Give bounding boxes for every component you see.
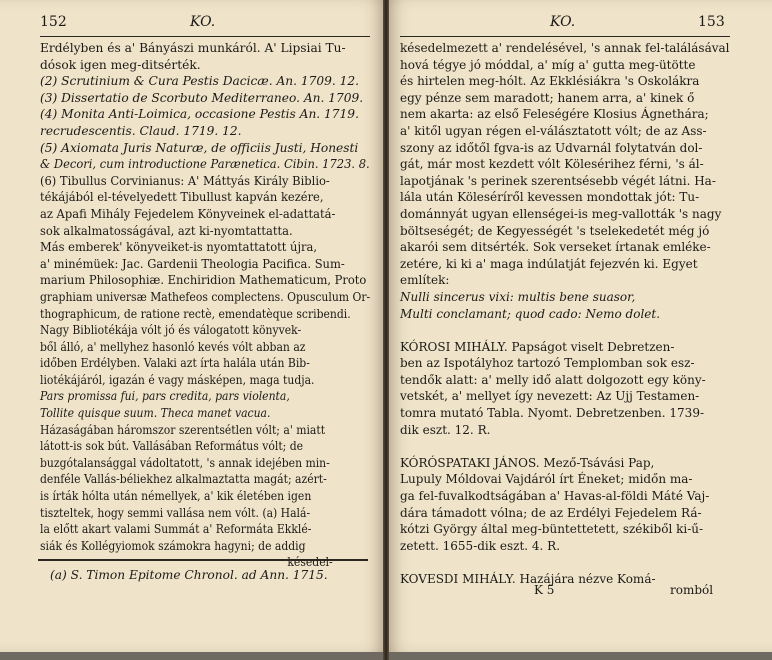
text-line: szony az időtől fgva-is az Udvarnál folytatván dol- <box>400 140 703 155</box>
text-line: marium Philosophiæ. Enchiridion Mathematicum, Proto <box>40 273 367 288</box>
left-page <box>0 0 386 652</box>
text-line: tékájából el-tévelyedett Tibullust kapván kezére, <box>40 190 324 205</box>
text-line: denféle Vallás-béliekhez alkalmaztatta magát; azért- <box>40 472 327 487</box>
text-line: dik eszt. 12. R. <box>400 422 491 437</box>
text-line: zetére, ki ki a' maga indúlatját fejezvén ki. Egyet <box>400 256 698 271</box>
text-line: az Apafi Mihály Fejedelem Könyveinek el-adattatá- <box>40 206 336 221</box>
text-line <box>400 322 730 339</box>
text-line: vetskét, a' mellyet így nevezett: Az Ujj Testamen- <box>400 389 700 404</box>
text-line <box>400 554 730 571</box>
text-line: sok alkalmatosságával, azt ki-nyomtattatta. <box>40 223 293 238</box>
right-running-title: KO. <box>550 14 576 30</box>
text-line: böltseségét; de Kegyességét 's tselekedetét még jó <box>400 223 710 238</box>
text-line: Nulli sincerus vixi: multis bene suasor, <box>400 289 636 304</box>
text-line: graphiam universæ Mathefeos complectens. Opusculum Or- <box>40 289 371 304</box>
text-line: (2) Scrutinium & Cura Pestis Dacicæ. An. 1709. 12. <box>40 74 360 89</box>
left-head-rule <box>40 36 370 37</box>
text-line: említek: <box>400 273 450 288</box>
right-head-rule <box>400 36 730 37</box>
text-line: zetett. 1655-dik eszt. 4. R. <box>400 538 561 553</box>
text-line: (4) Monita Anti-Loimica, occasione Pestis An. 1719. <box>40 107 359 122</box>
text-line: (3) Dissertatio de Scorbuto Mediterraneo. An. 1709. <box>40 90 364 105</box>
text-line: időben Erdélyben. Valaki azt írta halála után Bib- <box>40 356 310 371</box>
text-line: tomra mutató Tabla. Nyomt. Debretzenben. 1739- <box>400 406 705 421</box>
text-line: és hirtelen meg-hólt. Az Ekklésiákra 's Oskolákra <box>400 74 700 89</box>
text-line: a' minémüek: Jac. Gardenii Theologia Pacifica. Sum- <box>40 256 345 271</box>
text-line: is írták hólta után némellyek, a' kik életében igen <box>40 489 312 504</box>
text-line: la előtt akart valami Summát a' Reformáta Ekklé- <box>40 522 312 537</box>
text-line: gát, már most kezdett vólt Kölesérihez férni, 's ál- <box>400 157 704 172</box>
left-footnote: (a) S. Timon Epitome Chronol. ad Ann. 1715. <box>50 568 328 582</box>
text-line: Nagy Bibliotékája vólt jó és válogatott könyvek- <box>40 323 302 338</box>
text-line: dósok igen meg-ditsérték. <box>40 57 201 72</box>
text-line: tendők alatt: a' melly idő alatt dolgozott egy köny- <box>400 372 706 387</box>
text-line: Multi conclamant; quod cado: Nemo dolet. <box>400 306 661 321</box>
right-running-head <box>400 14 730 36</box>
left-running-title: KO. <box>190 14 216 30</box>
right-page-text <box>400 40 735 588</box>
book-gutter <box>383 0 389 660</box>
text-line: lapotjának 's perinek szerentsésebb végét látni. Ha- <box>400 173 716 188</box>
text-line: KÓRÓSPATAKI JÁNOS. Mező-Tsávási Pap, <box>400 455 655 470</box>
text-line: hová tégye jó móddal, a' míg a' gutta meg-ütötte <box>400 57 696 72</box>
text-line: a' kitől ugyan régen el-válásztatott vólt; de az Ass- <box>400 123 707 138</box>
right-signature-mark: K 5 <box>534 583 555 597</box>
left-page-text <box>40 40 386 571</box>
right-catchword: romból <box>670 583 714 597</box>
text-line: kótzi György által meg-büntettetett, székiből ki-ű- <box>400 522 704 537</box>
text-line: látott-is sok bút. Vallásában Református vólt; de <box>40 439 304 454</box>
text-line: thographicum, de ratione rectè, emendatèque scribendi. <box>40 306 351 321</box>
left-footnote-rule <box>38 559 368 561</box>
text-line: & Decori, cum introductione Parænetica. Cibin. 1723. 8. <box>40 157 370 172</box>
text-line: Tollite quisque suum. Theca manet vacua. <box>40 406 271 421</box>
text-line: akarói sem ditsérték. Sok verseket írtanak emléke- <box>400 240 711 255</box>
text-line: ben az Ispotályhoz tartozó Templomban sok esz- <box>400 356 695 371</box>
text-line: késedel- <box>287 555 333 570</box>
text-line: dománnyát ugyan ellenségei-is meg-vallották 's nagy <box>400 206 722 221</box>
text-line: tiszteltek, hogy semmi vallása nem vólt. (a) Halá- <box>40 505 311 520</box>
text-line: (5) Axiomata Juris Naturæ, de officiis Justi, Honesti <box>40 140 359 155</box>
right-page <box>386 0 772 652</box>
left-running-head <box>40 14 370 36</box>
text-line: Házaságában háromszor szerentsétlen vólt; a' miatt <box>40 422 326 437</box>
text-line: (6) Tibullus Corvinianus: A' Máttyás Király Biblio- <box>40 173 330 188</box>
text-line: lála után Köleséríről kevessen mondottak jót: Tu- <box>400 190 700 205</box>
text-line: recrudescentis. Claud. 1719. 12. <box>40 123 242 138</box>
text-line: Lupuly Móldovai Vajdáról írt Éneket; midőn ma- <box>400 472 693 487</box>
text-line: nem akarta: az első Feleségére Klosius Ágnethára; <box>400 107 709 122</box>
text-line: Pars promissa fui, pars credita, pars violenta, <box>40 389 290 404</box>
text-line: KÓROSI MIHÁLY. Papságot viselt Debretzen- <box>400 339 675 354</box>
text-line: liotékájáról, igazán é vagy másképen, maga tudja. <box>40 372 315 387</box>
left-page-number: 152 <box>40 14 67 30</box>
text-line: ből álló, a' mellyhez hasonló kevés vólt abban az <box>40 339 306 354</box>
text-line: dára támadott vólna; de az Erdélyi Fejedelem Rá- <box>400 505 702 520</box>
text-line: siák és Kollégyiomok számokra hagyni; de addig <box>40 538 306 553</box>
text-line: ga fel-fuvalkodtságában a' Havas-al-földi Máté Vaj- <box>400 489 710 504</box>
text-line: buzgótalansággal vádoltatott, 's annak idejében min- <box>40 455 330 470</box>
text-line: Erdélyben és a' Bányászi munkáról. A' Lipsiai Tu- <box>40 41 346 55</box>
right-page-number: 153 <box>698 14 725 30</box>
text-line: Más emberek' könyveiket-is nyomtattatott újra, <box>40 240 318 255</box>
text-line: késedelmezett a' rendelésével, 's annak fel-találásával <box>400 41 730 55</box>
text-line: KOVESDI MIHÁLY. Hazájára nézve Komá- <box>400 572 656 586</box>
text-line <box>400 438 730 455</box>
text-line: egy pénze sem maradott; hanem arra, a' kinek ő <box>400 90 695 105</box>
